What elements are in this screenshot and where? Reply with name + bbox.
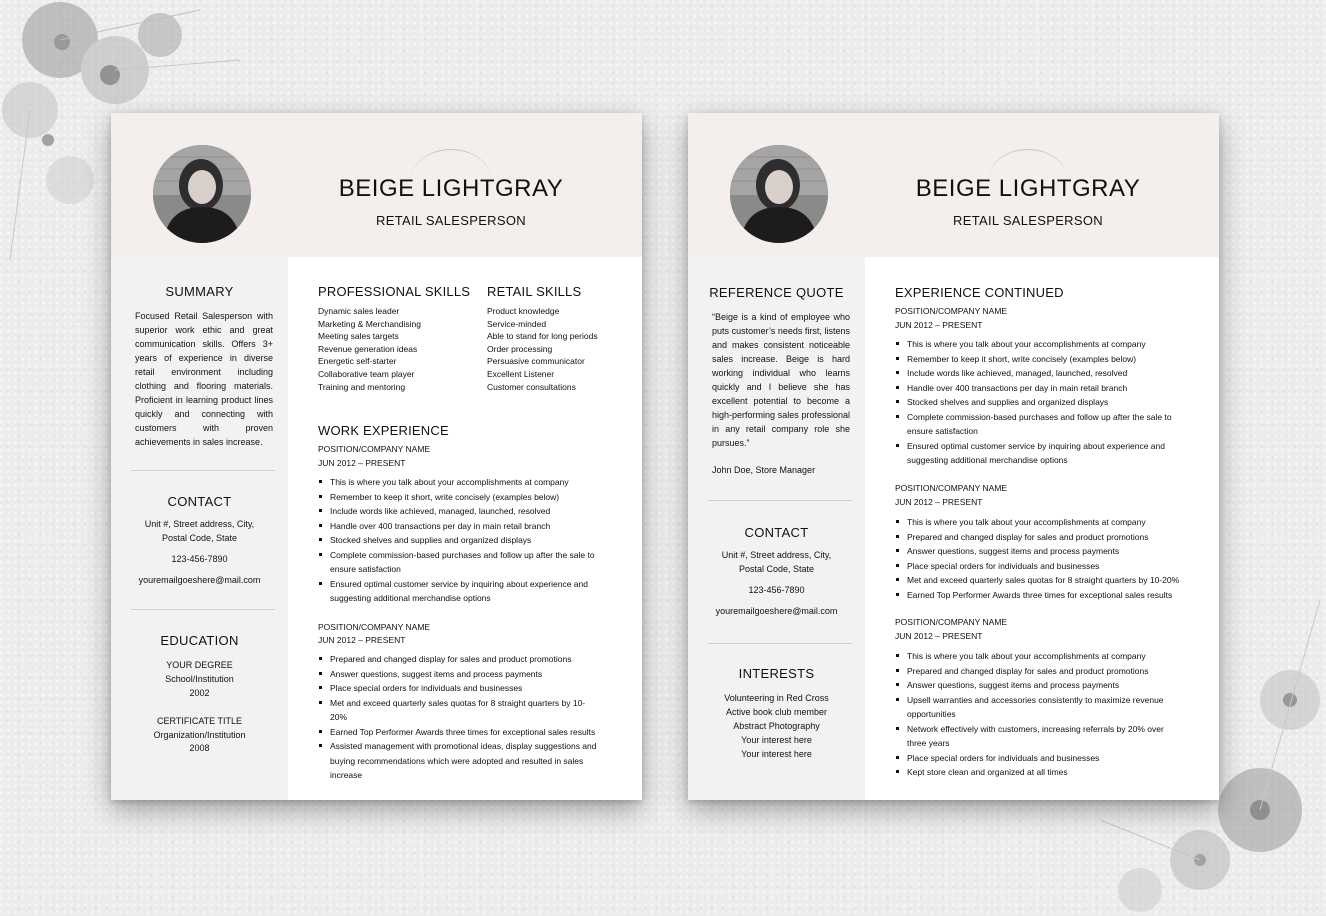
professional-skills-list bbox=[318, 305, 483, 393]
divider bbox=[708, 500, 852, 501]
profile-photo bbox=[153, 145, 251, 243]
reference-heading: REFERENCE QUOTE bbox=[709, 285, 844, 300]
contact-address-line2: Postal Code, State bbox=[738, 564, 815, 574]
job-bullet: This is where you talk about your accomplishments at company bbox=[318, 475, 598, 490]
contact-address-line1: Unit #, Street address, City, bbox=[144, 519, 255, 529]
resume-page-2 bbox=[688, 113, 1219, 800]
skill-item: Marketing & Merchandising bbox=[318, 318, 421, 329]
job-bullet: Remember to keep it short, write concisely (examples below) bbox=[318, 490, 598, 505]
professional-skills-heading: PROFESSIONAL SKILLS bbox=[318, 284, 471, 299]
job-bullets bbox=[895, 337, 1185, 468]
retail-skills-list bbox=[487, 305, 637, 393]
skill-item: Able to stand for long periods bbox=[487, 331, 598, 342]
skill-item: Collaborative team player bbox=[318, 368, 415, 379]
contact-phone: 123-456-7890 bbox=[171, 554, 228, 564]
job-bullet: Place special orders for individuals and businesses bbox=[318, 681, 598, 696]
interest-item: Abstract Photography bbox=[733, 721, 820, 731]
contact-address-line2: Postal Code, State bbox=[161, 533, 238, 543]
job-bullet: This is where you talk about your accomplishments at company bbox=[895, 515, 1185, 530]
skill-item: Order processing bbox=[487, 343, 553, 354]
skill-item: Revenue generation ideas bbox=[318, 343, 418, 354]
interest-item: Active book club member bbox=[725, 707, 828, 717]
job-bullet: Answer questions, suggest items and process payments bbox=[318, 667, 598, 682]
education-school: School/Institution bbox=[165, 674, 234, 684]
job-bullet: Answer questions, suggest items and process payments bbox=[895, 678, 1185, 693]
job-bullet: Place special orders for individuals and businesses bbox=[895, 751, 1185, 766]
job-bullet: Prepared and changed display for sales and product promotions bbox=[895, 664, 1185, 679]
job-bullets bbox=[318, 652, 598, 783]
skill-item: Excellent Listener bbox=[487, 368, 555, 379]
reference-author: John Doe, Store Manager bbox=[712, 465, 816, 475]
job-bullet: Prepared and changed display for sales and product promotions bbox=[895, 530, 1185, 545]
skill-item: Training and mentoring bbox=[318, 381, 406, 392]
skill-item: Dynamic sales leader bbox=[318, 306, 400, 316]
job-bullet: Ensured optimal customer service by inquiring about experience and suggesting additional merchandise options bbox=[318, 577, 598, 606]
summary-text: Focused Retail Salesperson with superior work ethic and great communication skills. Offers 3+ years of experience in diverse retail environment including clothing and flooring materials. Proficient in learning product lines quickly and connecting with customers with proven achievements in sales increase. bbox=[135, 311, 273, 447]
job-dates: JUN 2012 – PRESENT bbox=[318, 635, 406, 645]
divider bbox=[708, 643, 852, 644]
resume-page-1 bbox=[111, 113, 642, 800]
job-bullet: Met and exceed quarterly sales quotas for 8 straight quarters by 10-20% bbox=[895, 573, 1185, 588]
work-experience-heading: WORK EXPERIENCE bbox=[318, 423, 449, 438]
contact-heading: CONTACT bbox=[744, 525, 809, 540]
profile-photo bbox=[730, 145, 828, 243]
contact-heading: CONTACT bbox=[167, 494, 232, 509]
retail-skills-heading: RETAIL SKILLS bbox=[487, 284, 582, 299]
candidate-name: BEIGE LIGHTGRAY bbox=[915, 175, 1141, 202]
divider bbox=[131, 609, 275, 610]
job-bullet: Earned Top Performer Awards three times for exceptional sales results bbox=[318, 725, 598, 740]
job-bullet: Prepared and changed display for sales and product promotions bbox=[318, 652, 598, 667]
job-dates: JUN 2012 – PRESENT bbox=[895, 497, 983, 507]
job-bullet: Network effectively with customers, increasing referrals by 20% over three years bbox=[895, 722, 1185, 751]
skill-item: Energetic self-starter bbox=[318, 356, 397, 367]
education-heading: EDUCATION bbox=[160, 633, 239, 648]
job-dates: JUN 2012 – PRESENT bbox=[895, 320, 983, 330]
skill-item: Service-minded bbox=[487, 318, 547, 329]
job-bullet: Assisted management with promotional ideas, display suggestions and buying recommendations which were adopted and resulted in sales increase bbox=[318, 739, 598, 783]
job-bullet: Place special orders for individuals and businesses bbox=[895, 559, 1185, 574]
job-bullet: Upsell warranties and accessories consistently to maximize revenue opportunities bbox=[895, 693, 1185, 722]
skill-item: Product knowledge bbox=[487, 306, 560, 316]
candidate-name: BEIGE LIGHTGRAY bbox=[338, 175, 564, 202]
job-bullet: Answer questions, suggest items and process payments bbox=[895, 544, 1185, 559]
reference-quote: “Beige is a kind of employee who puts customer’s needs first, listens and makes consistent noticeable sales increase. Beige is hard working individual who learns quickly and I believe she has excellent potential to become a high-performing sales professional in any retail company role she pursues.” bbox=[712, 312, 850, 448]
job-bullet: This is where you talk about your accomplishments at company bbox=[895, 337, 1185, 352]
interest-item: Your interest here bbox=[741, 735, 812, 745]
interests-heading: INTERESTS bbox=[738, 666, 815, 681]
job-bullet: Earned Top Performer Awards three times for exceptional sales results bbox=[895, 588, 1185, 603]
job-title: POSITION/COMPANY NAME bbox=[318, 622, 431, 632]
summary-heading: SUMMARY bbox=[165, 284, 234, 299]
contact-email: youremailgoeshere@mail.com bbox=[138, 575, 261, 585]
interest-item: Volunteering in Red Cross bbox=[724, 693, 829, 703]
job-bullets bbox=[895, 515, 1185, 602]
job-title: POSITION/COMPANY NAME bbox=[895, 617, 1008, 627]
contact-address-line1: Unit #, Street address, City, bbox=[721, 550, 832, 560]
contact-email: youremailgoeshere@mail.com bbox=[715, 606, 838, 616]
experience-continued-heading: EXPERIENCE CONTINUED bbox=[895, 285, 1064, 300]
divider bbox=[131, 470, 275, 471]
job-bullet: Handle over 400 transactions per day in main retail branch bbox=[895, 381, 1185, 396]
candidate-role: RETAIL SALESPERSON bbox=[953, 213, 1103, 228]
job-title: POSITION/COMPANY NAME bbox=[895, 483, 1008, 493]
job-dates: JUN 2012 – PRESENT bbox=[895, 631, 983, 641]
job-bullet: Remember to keep it short, write concisely (examples below) bbox=[895, 352, 1185, 367]
candidate-role: RETAIL SALESPERSON bbox=[376, 213, 526, 228]
job-title: POSITION/COMPANY NAME bbox=[318, 444, 431, 454]
contact-phone: 123-456-7890 bbox=[748, 585, 805, 595]
education-certificate: CERTIFICATE TITLE bbox=[156, 716, 242, 726]
job-bullet: Stocked shelves and supplies and organized displays bbox=[895, 395, 1185, 410]
education-degree: YOUR DEGREE bbox=[166, 660, 233, 670]
job-title: POSITION/COMPANY NAME bbox=[895, 306, 1008, 316]
education-certificate-year: 2008 bbox=[189, 743, 210, 753]
job-bullet: Complete commission-based purchases and follow up after the sale to ensure satisfaction bbox=[895, 410, 1185, 439]
job-bullet: Include words like achieved, managed, launched, resolved bbox=[895, 366, 1185, 381]
job-bullets bbox=[318, 475, 598, 606]
education-organization: Organization/Institution bbox=[153, 730, 246, 740]
job-bullet: Ensured optimal customer service by inquiring about experience and suggesting additional merchandise options bbox=[895, 439, 1185, 468]
job-bullets bbox=[895, 649, 1185, 780]
skill-item: Meeting sales targets bbox=[318, 331, 399, 342]
job-bullet: Handle over 400 transactions per day in main retail branch bbox=[318, 519, 598, 534]
education-degree-year: 2002 bbox=[189, 688, 210, 698]
skill-item: Customer consultations bbox=[487, 381, 576, 392]
job-bullet: Kept store clean and organized at all times bbox=[895, 765, 1185, 780]
skill-item: Persuasive communicator bbox=[487, 356, 585, 367]
job-bullet: This is where you talk about your accomplishments at company bbox=[895, 649, 1185, 664]
job-bullet: Complete commission-based purchases and follow up after the sale to ensure satisfaction bbox=[318, 548, 598, 577]
job-dates: JUN 2012 – PRESENT bbox=[318, 458, 406, 468]
job-bullet: Stocked shelves and supplies and organized displays bbox=[318, 533, 598, 548]
job-bullet: Met and exceed quarterly sales quotas for 8 straight quarters by 10-20% bbox=[318, 696, 598, 725]
interest-item: Your interest here bbox=[741, 749, 812, 759]
job-bullet: Include words like achieved, managed, launched, resolved bbox=[318, 504, 598, 519]
